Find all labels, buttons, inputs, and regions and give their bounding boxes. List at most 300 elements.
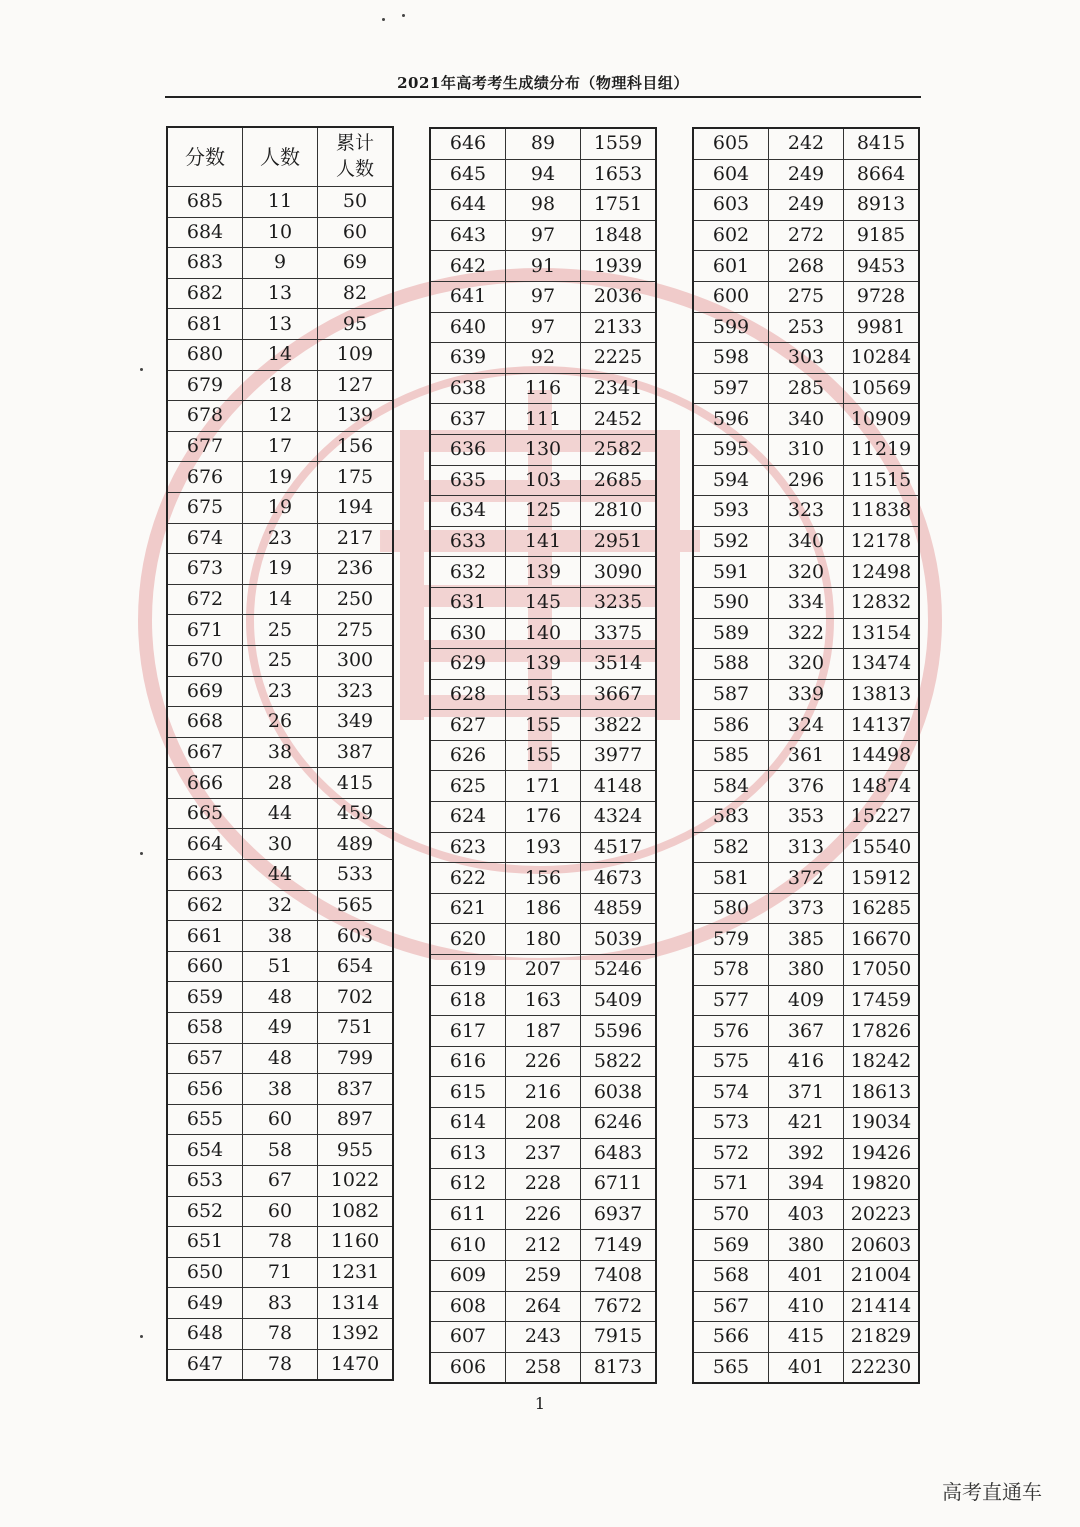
cell-score: 644: [430, 190, 506, 221]
cell-cumulative: 751: [318, 1013, 394, 1044]
cell-cumulative: 13154: [844, 618, 920, 649]
cell-count: 71: [243, 1257, 318, 1288]
cell-count: 285: [769, 373, 844, 404]
cell-cumulative: 13813: [844, 679, 920, 710]
cell-score: 603: [693, 190, 769, 221]
table-row: [167, 278, 393, 309]
table-row: [693, 1138, 919, 1169]
cell-cumulative: 897: [318, 1104, 394, 1135]
cell-count: 353: [769, 802, 844, 833]
table-row: [430, 863, 656, 894]
cell-score: 648: [167, 1318, 243, 1349]
cell-cumulative: 15912: [844, 863, 920, 894]
cell-count: 237: [506, 1138, 581, 1169]
cell-score: 607: [430, 1322, 506, 1353]
table-row: [430, 1199, 656, 1230]
cell-cumulative: 5246: [581, 955, 657, 986]
score-table-middle: [429, 127, 657, 1384]
cell-cumulative: 3822: [581, 710, 657, 741]
cell-cumulative: 3514: [581, 649, 657, 680]
cell-score: 669: [167, 676, 243, 707]
cell-score: 670: [167, 645, 243, 676]
cell-count: 26: [243, 707, 318, 738]
cell-cumulative: 50: [318, 187, 394, 218]
cell-count: 38: [243, 921, 318, 952]
cell-cumulative: 3235: [581, 587, 657, 618]
table-row: [167, 982, 393, 1013]
cell-cumulative: 17459: [844, 985, 920, 1016]
table-row: [430, 649, 656, 680]
cell-cumulative: 217: [318, 523, 394, 554]
cell-cumulative: 5409: [581, 985, 657, 1016]
cell-cumulative: 654: [318, 951, 394, 982]
table-row: [430, 526, 656, 557]
table-row: [693, 679, 919, 710]
table-row: [430, 1169, 656, 1200]
cell-score: 646: [430, 128, 506, 159]
cell-score: 606: [430, 1352, 506, 1383]
table-row: [430, 1322, 656, 1353]
cell-score: 611: [430, 1199, 506, 1230]
cell-score: 614: [430, 1108, 506, 1139]
cell-count: 156: [506, 863, 581, 894]
cell-score: 629: [430, 649, 506, 680]
cell-count: 97: [506, 220, 581, 251]
cell-count: 323: [769, 496, 844, 527]
table-row: [693, 281, 919, 312]
cell-score: 656: [167, 1074, 243, 1105]
cell-score: 649: [167, 1288, 243, 1319]
cell-cumulative: 16285: [844, 893, 920, 924]
cell-score: 612: [430, 1169, 506, 1200]
cell-score: 565: [693, 1352, 769, 1383]
cell-score: 641: [430, 281, 506, 312]
cell-score: 610: [430, 1230, 506, 1261]
cell-count: 313: [769, 832, 844, 863]
table-row: [167, 1288, 393, 1319]
cell-cumulative: 2685: [581, 465, 657, 496]
cell-score: 677: [167, 431, 243, 462]
cell-score: 632: [430, 557, 506, 588]
table-row: [167, 554, 393, 585]
cell-count: 163: [506, 985, 581, 1016]
table-row: [693, 1046, 919, 1077]
cell-score: 685: [167, 187, 243, 218]
cell-count: 139: [506, 649, 581, 680]
cell-score: 663: [167, 860, 243, 891]
cell-cumulative: 1653: [581, 159, 657, 190]
cell-cumulative: 6483: [581, 1138, 657, 1169]
cell-cumulative: 20223: [844, 1199, 920, 1230]
table-row: [167, 1257, 393, 1288]
header-cumulative-line2: 人数: [335, 158, 374, 180]
cell-count: 23: [243, 523, 318, 554]
cell-count: 243: [506, 1322, 581, 1353]
table-row: [430, 312, 656, 343]
cell-cumulative: 17050: [844, 955, 920, 986]
cell-score: 575: [693, 1046, 769, 1077]
cell-cumulative: 15540: [844, 832, 920, 863]
cell-cumulative: 533: [318, 860, 394, 891]
cell-score: 653: [167, 1166, 243, 1197]
cell-cumulative: 7149: [581, 1230, 657, 1261]
cell-score: 662: [167, 890, 243, 921]
table-row: [693, 128, 919, 159]
cell-count: 394: [769, 1169, 844, 1200]
cell-cumulative: 127: [318, 370, 394, 401]
cell-count: 372: [769, 863, 844, 894]
cell-count: 208: [506, 1108, 581, 1139]
cell-score: 630: [430, 618, 506, 649]
table-row: [430, 1138, 656, 1169]
table-row: [430, 404, 656, 435]
cell-cumulative: 236: [318, 554, 394, 585]
cell-count: 416: [769, 1046, 844, 1077]
cell-score: 585: [693, 740, 769, 771]
cell-score: 574: [693, 1077, 769, 1108]
cell-score: 592: [693, 526, 769, 557]
cell-score: 588: [693, 649, 769, 680]
cell-cumulative: 4859: [581, 893, 657, 924]
cell-score: 579: [693, 924, 769, 955]
cell-score: 567: [693, 1291, 769, 1322]
table-row: [167, 890, 393, 921]
cell-cumulative: 95: [318, 309, 394, 340]
table-row: [693, 496, 919, 527]
cell-count: 60: [243, 1104, 318, 1135]
cell-count: 92: [506, 343, 581, 374]
table-row: [430, 434, 656, 465]
cell-cumulative: 4148: [581, 771, 657, 802]
cell-cumulative: 2133: [581, 312, 657, 343]
cell-score: 681: [167, 309, 243, 340]
table-row: [167, 401, 393, 432]
cell-count: 180: [506, 924, 581, 955]
cell-count: 111: [506, 404, 581, 435]
cell-cumulative: 5039: [581, 924, 657, 955]
cell-cumulative: 8173: [581, 1352, 657, 1383]
cell-count: 320: [769, 649, 844, 680]
cell-score: 589: [693, 618, 769, 649]
cell-score: 666: [167, 768, 243, 799]
cell-count: 401: [769, 1260, 844, 1291]
table-row: [430, 587, 656, 618]
cell-score: 642: [430, 251, 506, 282]
cell-score: 675: [167, 492, 243, 523]
cell-cumulative: 13474: [844, 649, 920, 680]
table-row: [693, 1108, 919, 1139]
cell-score: 640: [430, 312, 506, 343]
cell-count: 18: [243, 370, 318, 401]
cell-cumulative: 14874: [844, 771, 920, 802]
cell-score: 633: [430, 526, 506, 557]
cell-count: 410: [769, 1291, 844, 1322]
scan-speck: [140, 852, 143, 855]
table-row: [430, 955, 656, 986]
cell-score: 672: [167, 584, 243, 615]
cell-score: 576: [693, 1016, 769, 1047]
cell-cumulative: 702: [318, 982, 394, 1013]
cell-score: 615: [430, 1077, 506, 1108]
cell-count: 13: [243, 309, 318, 340]
table-row: [167, 860, 393, 891]
cell-cumulative: 2582: [581, 434, 657, 465]
cell-count: 14: [243, 339, 318, 370]
cell-cumulative: 10909: [844, 404, 920, 435]
score-table-right: [692, 127, 920, 1384]
table-row: [430, 281, 656, 312]
table-row: [430, 343, 656, 374]
cell-cumulative: 8664: [844, 159, 920, 190]
cell-count: 373: [769, 893, 844, 924]
cell-cumulative: 603: [318, 921, 394, 952]
cell-score: 634: [430, 496, 506, 527]
cell-count: 380: [769, 1230, 844, 1261]
cell-count: 339: [769, 679, 844, 710]
table-row: [167, 676, 393, 707]
table-row: [167, 645, 393, 676]
cell-count: 334: [769, 587, 844, 618]
cell-count: 228: [506, 1169, 581, 1200]
table-row: [693, 802, 919, 833]
cell-count: 242: [769, 128, 844, 159]
table-row: [430, 220, 656, 251]
table-row: [693, 343, 919, 374]
cell-count: 340: [769, 526, 844, 557]
cell-cumulative: 12178: [844, 526, 920, 557]
table-row: [693, 373, 919, 404]
table-row: [430, 618, 656, 649]
table-row: [167, 737, 393, 768]
cell-count: 258: [506, 1352, 581, 1383]
cell-cumulative: 19426: [844, 1138, 920, 1169]
cell-score: 680: [167, 339, 243, 370]
cell-count: 403: [769, 1199, 844, 1230]
cell-score: 622: [430, 863, 506, 894]
cell-count: 145: [506, 587, 581, 618]
cell-cumulative: 2225: [581, 343, 657, 374]
table-row: [167, 217, 393, 248]
cell-cumulative: 1082: [318, 1196, 394, 1227]
cell-score: 609: [430, 1260, 506, 1291]
table-row: [167, 1043, 393, 1074]
cell-score: 638: [430, 373, 506, 404]
cell-score: 623: [430, 832, 506, 863]
cell-score: 568: [693, 1260, 769, 1291]
cell-count: 89: [506, 128, 581, 159]
table-row: [693, 893, 919, 924]
cell-cumulative: 10284: [844, 343, 920, 374]
cell-count: 49: [243, 1013, 318, 1044]
cell-count: 83: [243, 1288, 318, 1319]
cell-score: 661: [167, 921, 243, 952]
cell-cumulative: 955: [318, 1135, 394, 1166]
cell-cumulative: 1160: [318, 1227, 394, 1258]
cell-cumulative: 6246: [581, 1108, 657, 1139]
cell-count: 320: [769, 557, 844, 588]
cell-score: 674: [167, 523, 243, 554]
cell-score: 594: [693, 465, 769, 496]
table-row: [167, 339, 393, 370]
table-row: [693, 251, 919, 282]
table-row: [430, 985, 656, 1016]
cell-cumulative: 12832: [844, 587, 920, 618]
cell-score: 598: [693, 343, 769, 374]
cell-count: 303: [769, 343, 844, 374]
scan-speck: [140, 1335, 143, 1338]
cell-score: 595: [693, 434, 769, 465]
table-row: [430, 1260, 656, 1291]
cell-score: 580: [693, 893, 769, 924]
table-row: [693, 1077, 919, 1108]
cell-score: 639: [430, 343, 506, 374]
cell-count: 12: [243, 401, 318, 432]
cell-cumulative: 5822: [581, 1046, 657, 1077]
cell-cumulative: 1314: [318, 1288, 394, 1319]
table-row: [430, 832, 656, 863]
cell-cumulative: 2452: [581, 404, 657, 435]
scan-speck: [140, 368, 143, 371]
cell-count: 125: [506, 496, 581, 527]
cell-score: 655: [167, 1104, 243, 1135]
table-row: [430, 1077, 656, 1108]
cell-score: 679: [167, 370, 243, 401]
cell-score: 671: [167, 615, 243, 646]
table-row: [693, 1230, 919, 1261]
cell-score: 577: [693, 985, 769, 1016]
cell-count: 19: [243, 462, 318, 493]
table-row: [693, 557, 919, 588]
cell-count: 385: [769, 924, 844, 955]
cell-count: 268: [769, 251, 844, 282]
cell-score: 682: [167, 278, 243, 309]
table-row: [693, 710, 919, 741]
cell-count: 324: [769, 710, 844, 741]
cell-count: 155: [506, 710, 581, 741]
table-row: [693, 312, 919, 343]
cell-score: 566: [693, 1322, 769, 1353]
table-row: [693, 159, 919, 190]
header-score: 分数: [167, 127, 243, 187]
scan-speck: [402, 14, 405, 17]
cell-score: 660: [167, 951, 243, 982]
table-row: [693, 465, 919, 496]
cell-count: 94: [506, 159, 581, 190]
cell-count: 67: [243, 1166, 318, 1197]
table-row: [167, 1196, 393, 1227]
cell-score: 620: [430, 924, 506, 955]
cell-cumulative: 3090: [581, 557, 657, 588]
table-row: [430, 465, 656, 496]
cell-count: 371: [769, 1077, 844, 1108]
cell-cumulative: 12498: [844, 557, 920, 588]
cell-cumulative: 2951: [581, 526, 657, 557]
cell-count: 249: [769, 159, 844, 190]
cell-count: 226: [506, 1199, 581, 1230]
cell-cumulative: 3667: [581, 679, 657, 710]
cell-cumulative: 11515: [844, 465, 920, 496]
cell-score: 647: [167, 1349, 243, 1380]
cell-count: 28: [243, 768, 318, 799]
scan-speck: [382, 18, 385, 21]
cell-count: 409: [769, 985, 844, 1016]
table-row: [693, 587, 919, 618]
cell-cumulative: 175: [318, 462, 394, 493]
cell-cumulative: 8913: [844, 190, 920, 221]
cell-score: 582: [693, 832, 769, 863]
cell-score: 684: [167, 217, 243, 248]
table-row: [167, 951, 393, 982]
cell-count: 171: [506, 771, 581, 802]
table-row: [693, 955, 919, 986]
cell-score: 617: [430, 1016, 506, 1047]
cell-score: 601: [693, 251, 769, 282]
cell-score: 654: [167, 1135, 243, 1166]
table-row: [430, 1291, 656, 1322]
table-row: [167, 248, 393, 279]
cell-cumulative: 1470: [318, 1349, 394, 1380]
cell-count: 17: [243, 431, 318, 462]
cell-score: 596: [693, 404, 769, 435]
cell-count: 48: [243, 982, 318, 1013]
cell-score: 613: [430, 1138, 506, 1169]
table-row: [167, 187, 393, 218]
cell-score: 626: [430, 740, 506, 771]
header-count: 人数: [243, 127, 318, 187]
table-row: [693, 1199, 919, 1230]
table-row: [167, 431, 393, 462]
cell-cumulative: 323: [318, 676, 394, 707]
cell-count: 38: [243, 737, 318, 768]
table-row: [167, 309, 393, 340]
cell-count: 249: [769, 190, 844, 221]
cell-score: 570: [693, 1199, 769, 1230]
cell-score: 652: [167, 1196, 243, 1227]
cell-count: 155: [506, 740, 581, 771]
cell-score: 600: [693, 281, 769, 312]
cell-cumulative: 156: [318, 431, 394, 462]
cell-count: 19: [243, 492, 318, 523]
cell-count: 38: [243, 1074, 318, 1105]
cell-score: 572: [693, 1138, 769, 1169]
cell-cumulative: 6937: [581, 1199, 657, 1230]
cell-count: 78: [243, 1227, 318, 1258]
cell-cumulative: 4673: [581, 863, 657, 894]
table-row: [430, 557, 656, 588]
cell-cumulative: 837: [318, 1074, 394, 1105]
cell-cumulative: 21004: [844, 1260, 920, 1291]
table-row: [430, 893, 656, 924]
cell-count: 48: [243, 1043, 318, 1074]
cell-count: 141: [506, 526, 581, 557]
cell-count: 9: [243, 248, 318, 279]
cell-count: 60: [243, 1196, 318, 1227]
cell-cumulative: 6038: [581, 1077, 657, 1108]
table-row: [167, 584, 393, 615]
cell-cumulative: 69: [318, 248, 394, 279]
cell-cumulative: 4324: [581, 802, 657, 833]
cell-count: 340: [769, 404, 844, 435]
cell-count: 78: [243, 1318, 318, 1349]
cell-count: 98: [506, 190, 581, 221]
cell-count: 97: [506, 281, 581, 312]
table-row: [693, 220, 919, 251]
cell-count: 25: [243, 645, 318, 676]
cell-count: 186: [506, 893, 581, 924]
cell-score: 586: [693, 710, 769, 741]
cell-count: 51: [243, 951, 318, 982]
cell-count: 32: [243, 890, 318, 921]
